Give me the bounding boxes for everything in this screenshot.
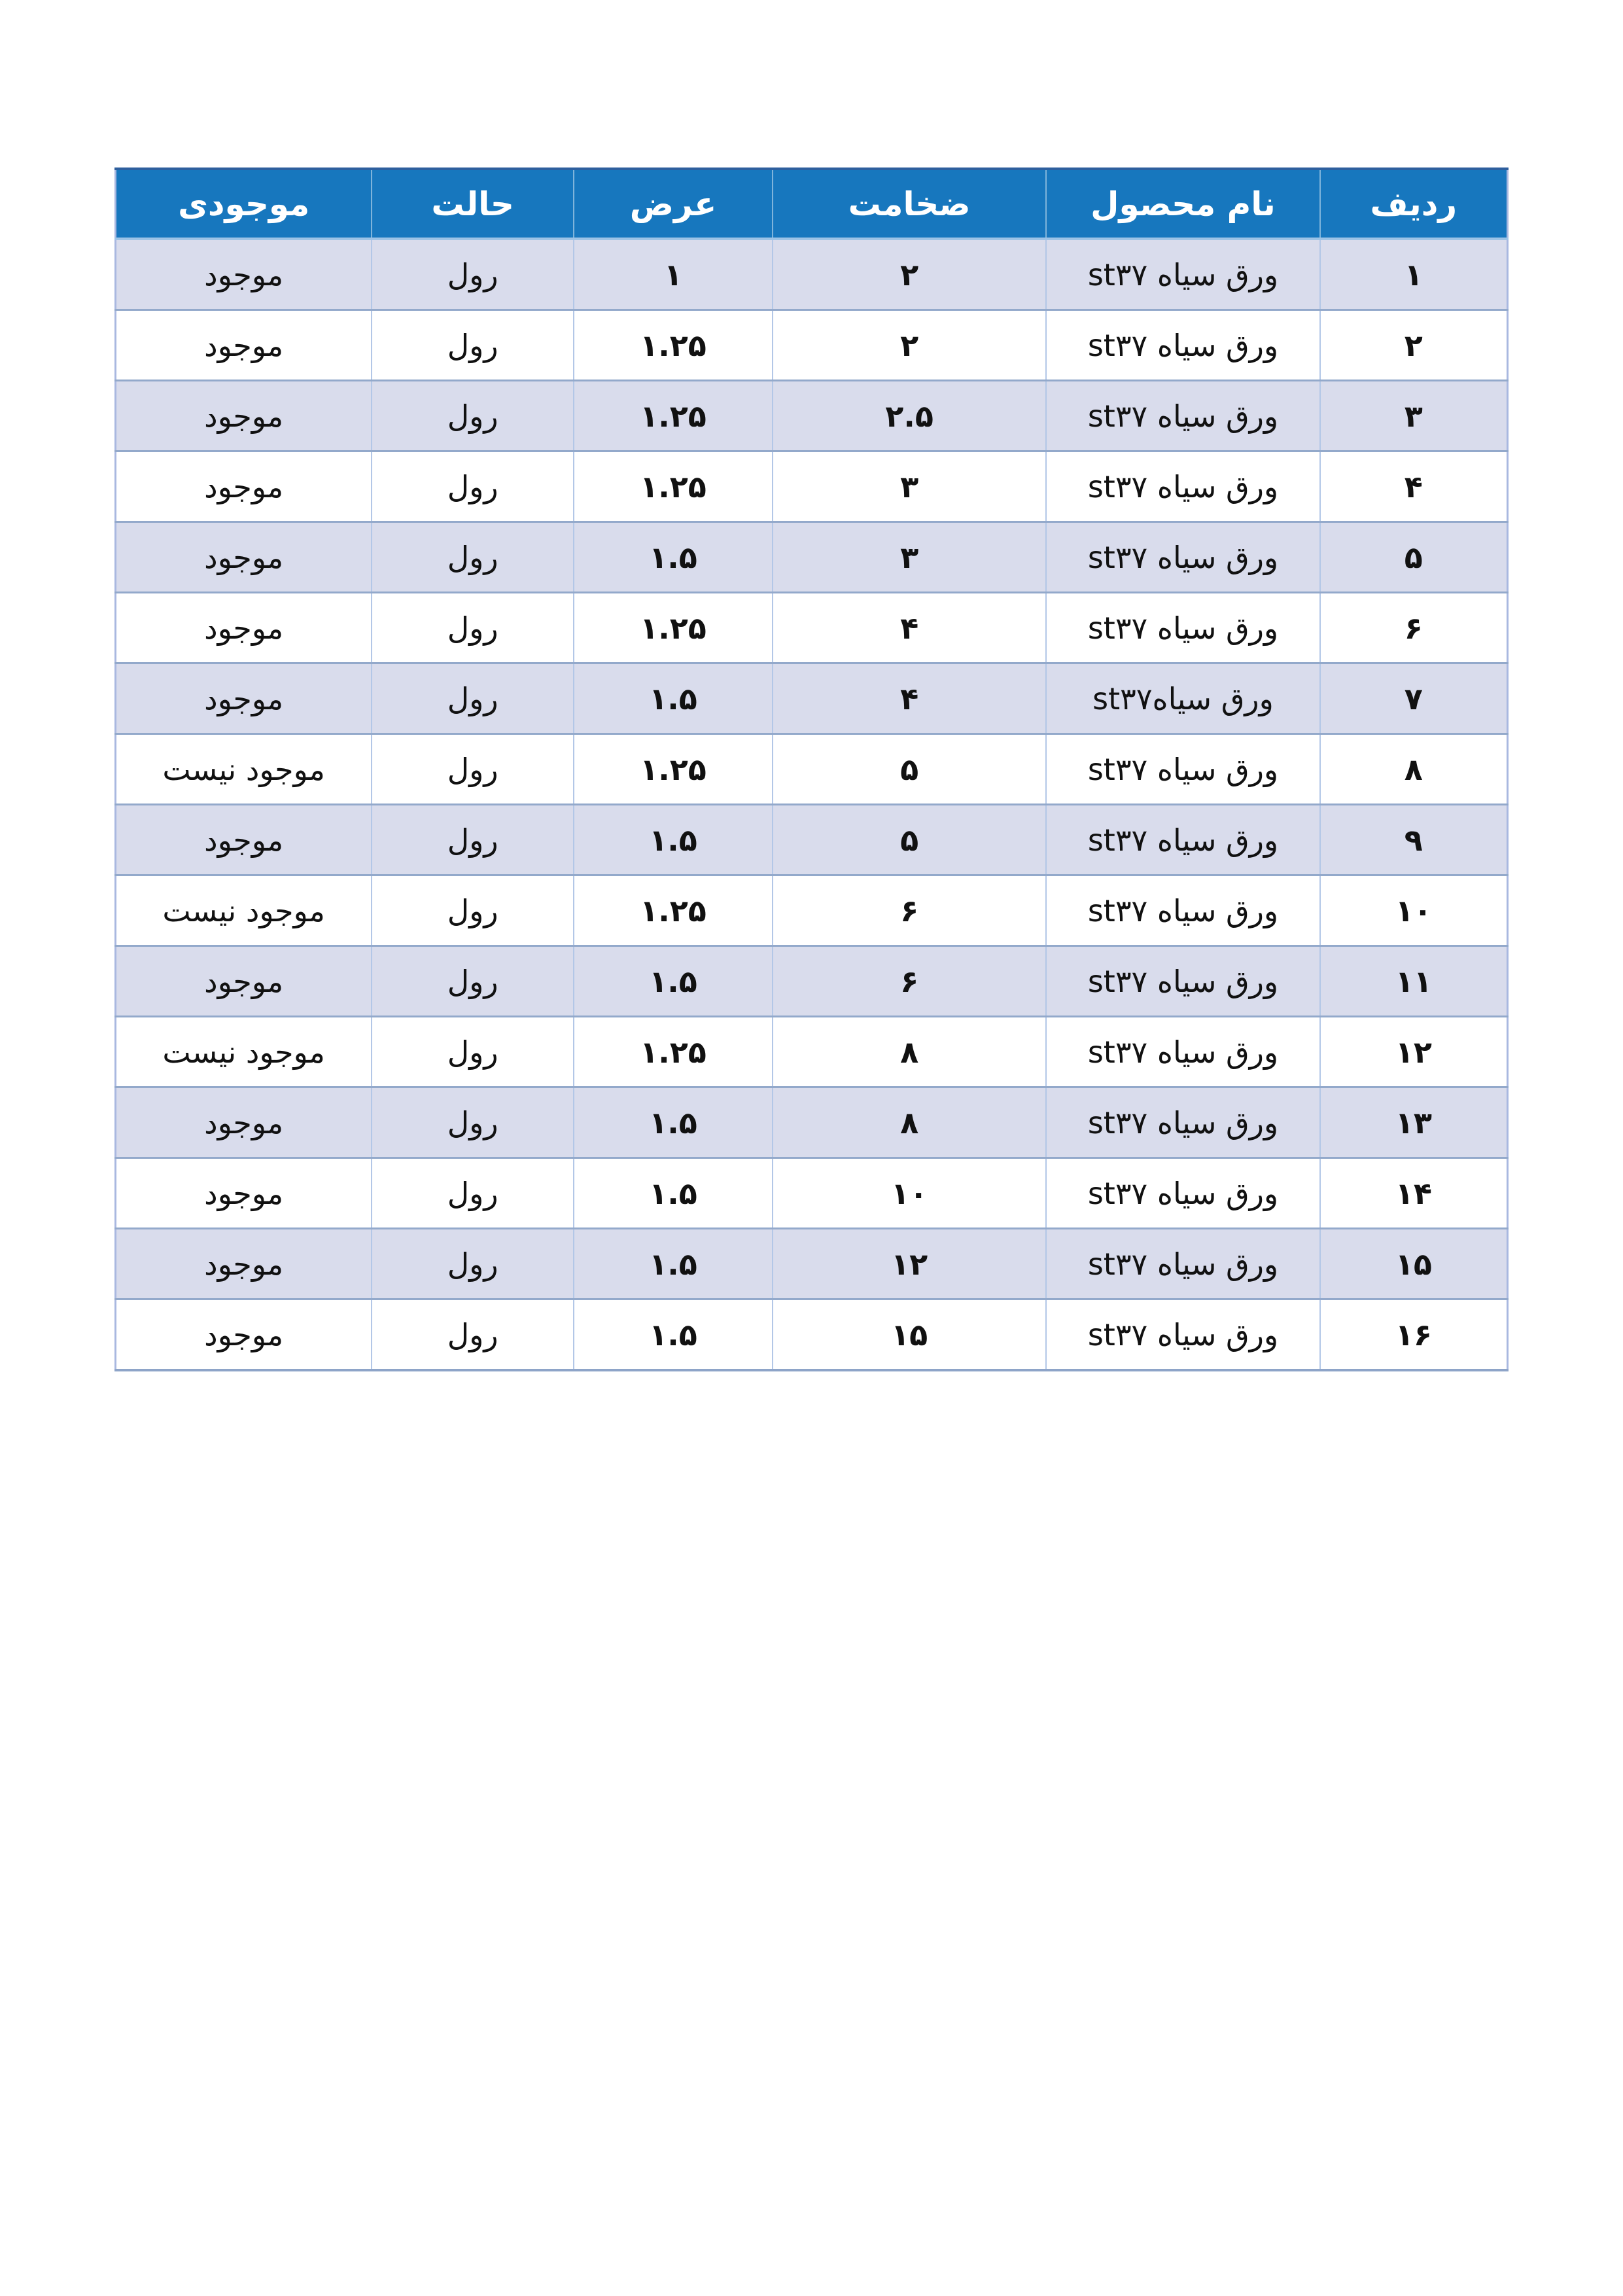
table-row xyxy=(116,1299,1508,1371)
cell-product-name: ورق سیاه st۳۷ xyxy=(1046,1229,1319,1299)
cell-availability: موجود xyxy=(116,593,372,663)
cell-product-name: ورق سیاه st۳۷ xyxy=(1046,310,1319,381)
cell-row-number: ۶ xyxy=(1320,593,1508,663)
cell-thickness: ۵ xyxy=(773,734,1046,805)
column-header-row-number: ردیف xyxy=(1320,169,1508,239)
table-row xyxy=(116,310,1508,381)
cell-availability: موجود xyxy=(116,522,372,593)
cell-row-number: ۱۳ xyxy=(1320,1087,1508,1158)
cell-product-name: ورق سیاه st۳۷ xyxy=(1046,522,1319,593)
table-row xyxy=(116,593,1508,663)
table-row xyxy=(116,875,1508,946)
cell-width: ۱.۲۵ xyxy=(574,1017,773,1087)
cell-state: رول xyxy=(372,805,574,875)
cell-width: ۱.۵ xyxy=(574,1299,773,1371)
cell-thickness: ۵ xyxy=(773,805,1046,875)
table-row xyxy=(116,1087,1508,1158)
table-row xyxy=(116,1229,1508,1299)
cell-state: رول xyxy=(372,1229,574,1299)
cell-row-number: ۳ xyxy=(1320,381,1508,451)
cell-state: رول xyxy=(372,310,574,381)
cell-state: رول xyxy=(372,875,574,946)
table-row xyxy=(116,946,1508,1017)
column-header-thickness: ضخامت xyxy=(773,169,1046,239)
cell-state: رول xyxy=(372,1017,574,1087)
cell-width: ۱.۲۵ xyxy=(574,451,773,522)
cell-row-number: ۷ xyxy=(1320,663,1508,734)
cell-product-name: ورق سیاه st۳۷ xyxy=(1046,805,1319,875)
cell-row-number: ۹ xyxy=(1320,805,1508,875)
cell-row-number: ۸ xyxy=(1320,734,1508,805)
cell-thickness: ۳ xyxy=(773,522,1046,593)
cell-thickness: ۶ xyxy=(773,946,1046,1017)
table-row xyxy=(116,239,1508,310)
cell-state: رول xyxy=(372,381,574,451)
cell-state: رول xyxy=(372,663,574,734)
cell-thickness: ۴ xyxy=(773,663,1046,734)
cell-product-name: ورق سیاه st۳۷ xyxy=(1046,593,1319,663)
cell-availability: موجود نیست xyxy=(116,734,372,805)
table-row xyxy=(116,522,1508,593)
cell-product-name: ورق سیاه st۳۷ xyxy=(1046,1087,1319,1158)
cell-availability: موجود xyxy=(116,451,372,522)
cell-availability: موجود نیست xyxy=(116,1017,372,1087)
cell-width: ۱.۲۵ xyxy=(574,310,773,381)
cell-thickness: ۱۰ xyxy=(773,1158,1046,1229)
cell-width: ۱.۵ xyxy=(574,1087,773,1158)
cell-thickness: ۸ xyxy=(773,1087,1046,1158)
column-header-product-name: نام محصول xyxy=(1046,169,1319,239)
cell-row-number: ۱۱ xyxy=(1320,946,1508,1017)
cell-product-name: ورق سیاهst۳۷ xyxy=(1046,663,1319,734)
column-header-availability: موجودی xyxy=(116,169,372,239)
cell-thickness: ۲ xyxy=(773,310,1046,381)
cell-thickness: ۲ xyxy=(773,239,1046,310)
cell-row-number: ۲ xyxy=(1320,310,1508,381)
cell-width: ۱.۵ xyxy=(574,663,773,734)
cell-row-number: ۱۰ xyxy=(1320,875,1508,946)
cell-product-name: ورق سیاه st۳۷ xyxy=(1046,1017,1319,1087)
table-row xyxy=(116,1017,1508,1087)
cell-thickness: ۳ xyxy=(773,451,1046,522)
cell-width: ۱.۵ xyxy=(574,522,773,593)
inventory-table xyxy=(114,168,1509,1371)
cell-state: رول xyxy=(372,1087,574,1158)
cell-availability: موجود xyxy=(116,381,372,451)
cell-availability: موجود xyxy=(116,1087,372,1158)
cell-row-number: ۱۴ xyxy=(1320,1158,1508,1229)
cell-row-number: ۱۵ xyxy=(1320,1229,1508,1299)
cell-width: ۱.۵ xyxy=(574,1229,773,1299)
cell-row-number: ۴ xyxy=(1320,451,1508,522)
cell-row-number: ۱ xyxy=(1320,239,1508,310)
cell-product-name: ورق سیاه st۳۷ xyxy=(1046,1299,1319,1371)
cell-state: رول xyxy=(372,734,574,805)
cell-thickness: ۴ xyxy=(773,593,1046,663)
cell-state: رول xyxy=(372,451,574,522)
cell-state: رول xyxy=(372,1299,574,1371)
cell-availability: موجود نیست xyxy=(116,875,372,946)
cell-thickness: ۱۵ xyxy=(773,1299,1046,1371)
table-row xyxy=(116,381,1508,451)
cell-width: ۱.۲۵ xyxy=(574,381,773,451)
cell-availability: موجود xyxy=(116,805,372,875)
cell-state: رول xyxy=(372,239,574,310)
cell-availability: موجود xyxy=(116,663,372,734)
column-header-state: حالت xyxy=(372,169,574,239)
cell-thickness: ۸ xyxy=(773,1017,1046,1087)
table-row xyxy=(116,451,1508,522)
cell-thickness: ۶ xyxy=(773,875,1046,946)
cell-state: رول xyxy=(372,593,574,663)
cell-availability: موجود xyxy=(116,1299,372,1371)
cell-product-name: ورق سیاه st۳۷ xyxy=(1046,734,1319,805)
table-row xyxy=(116,734,1508,805)
cell-state: رول xyxy=(372,1158,574,1229)
cell-row-number: ۵ xyxy=(1320,522,1508,593)
cell-availability: موجود xyxy=(116,239,372,310)
column-header-width: عرض xyxy=(574,169,773,239)
cell-width: ۱.۵ xyxy=(574,946,773,1017)
cell-product-name: ورق سیاه st۳۷ xyxy=(1046,946,1319,1017)
cell-product-name: ورق سیاه st۳۷ xyxy=(1046,239,1319,310)
cell-thickness: ۱۲ xyxy=(773,1229,1046,1299)
cell-product-name: ورق سیاه st۳۷ xyxy=(1046,875,1319,946)
cell-width: ۱.۲۵ xyxy=(574,875,773,946)
table-row xyxy=(116,663,1508,734)
cell-product-name: ورق سیاه st۳۷ xyxy=(1046,451,1319,522)
cell-availability: موجود xyxy=(116,946,372,1017)
table-body xyxy=(116,239,1508,1370)
cell-availability: موجود xyxy=(116,1229,372,1299)
cell-width: ۱.۲۵ xyxy=(574,593,773,663)
header-row xyxy=(116,169,1508,239)
cell-width: ۱.۲۵ xyxy=(574,734,773,805)
cell-availability: موجود xyxy=(116,1158,372,1229)
cell-thickness: ۲.۵ xyxy=(773,381,1046,451)
cell-row-number: ۱۲ xyxy=(1320,1017,1508,1087)
cell-product-name: ورق سیاه st۳۷ xyxy=(1046,1158,1319,1229)
cell-availability: موجود xyxy=(116,310,372,381)
cell-state: رول xyxy=(372,522,574,593)
cell-row-number: ۱۶ xyxy=(1320,1299,1508,1371)
cell-width: ۱.۵ xyxy=(574,805,773,875)
cell-product-name: ورق سیاه st۳۷ xyxy=(1046,381,1319,451)
table-row xyxy=(116,805,1508,875)
cell-state: رول xyxy=(372,946,574,1017)
table-row xyxy=(116,1158,1508,1229)
cell-width: ۱.۵ xyxy=(574,1158,773,1229)
cell-width: ۱ xyxy=(574,239,773,310)
